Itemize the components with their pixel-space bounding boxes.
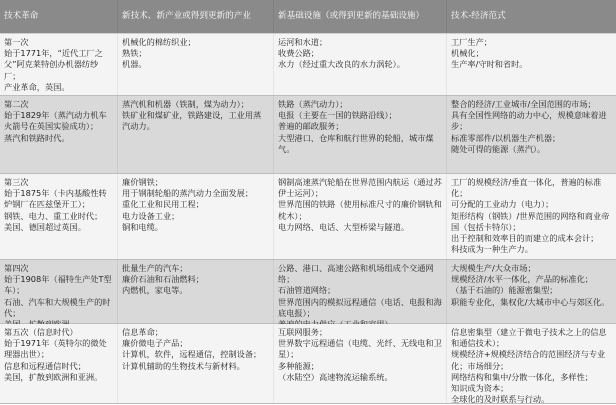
table-row [0,96,616,174]
table-row [0,260,616,324]
header-industries: 新技术、新产业或得到更新的产业 [117,0,273,33]
cell-paradigm: 大规模生产/大众市场； 规模经济/水平一体化，产品的标准化； （基于石油的）能源密集型； 职能专业化，集权化/大城市中心与郊区化。 [446,260,616,323]
header-revolution: 技术革命 [4,10,39,21]
table-row [0,324,616,404]
cell-revolution: 第三次 始于1875年（卡内基酸性转炉钢厂在匹兹堡开工）； 钢铁、电力、重工业时代； 美国、德国超过英国。 [4,177,107,232]
cell-paradigm: 信息密集型（建立于微电子技术之上的信息和通信技术）； 规模经济+规模经济结合的范围经济与专业化；市场细分； 网络结构和集中/分散一体化，多样性； 知识成为资本； 全球化的及时联系与行动。 [446,324,616,403]
header-infrastructure: 新基础设施（或得到更新的基础设施） [273,0,446,33]
table-row [0,174,616,260]
cell-industries: 蒸汽机和机器（铁制，煤为动力）； 铁矿业和煤矿业，铁路建设，工业用蒸汽动力。 [117,96,273,173]
cell-revolution: 第四次 始于1908年（福特生产处T型车）； 石油、汽车和大规模生产的时代； [4,263,112,318]
cell-infrastructure: 公路、港口、高速公路和机场组成个交通网络； 石油管道网络； 世界范围内的模拟远程通信（电话、电报和海底电报）； [273,260,446,323]
cell-revolution: 第一次 始于1771年，“近代工厂之父”阿克莱特创办机器纺纱厂； 产业革命，英国。 [4,37,103,92]
cell-paradigm: 工厂的规模经济/垂直一体化，普遍的标准化； 可分配的工业动力（电力）； 矩形结构（钢铁）/世界范围的网络和商业帝国（包括卡特尔）； 出于控制和效率目的而建立的成本会计； 科技成为一种生产力。 [446,174,616,259]
cell-revolution: 第二次 始于1829年（蒸汽动力机车火箭号在英国实验成功）； 蒸汽和铁路时代。 [4,99,107,143]
cell-infrastructure: 互联网服务； 世界数字远程通信（电缆、光纤、无线电和卫星）； 多种能源； （水陆空）高速物流运输系统。 [273,324,446,403]
cell-industries: 批量生产的汽车； 廉价石油和石油燃料； 内燃机，家电等。 [117,260,273,323]
table-header [0,0,616,34]
cell-infrastructure: 运河和水道； 收费公路； 水力（经过重大改良的水力涡轮）。 [273,34,446,95]
cell-paradigm: 工厂生产； 机械化； 生产率/守时和省时。 [446,34,616,95]
cell-infrastructure: 铁路（蒸汽动力）； 电报（主要在一国的铁路沿线）； 普遍的邮政服务； 大型港口、仓库和航行世界的轮船，城市煤气。 [273,96,446,173]
cell-industries: 信息革命； 廉价微电子产品； 计算机，软件，远程通信，控制设备； 计算机辅助的生物技术与新材料。 [117,324,273,403]
header-paradigm: 技术-经济范式 [446,0,616,33]
cell-infrastructure: 钢制高速蒸汽轮船在世界范围内航运（通过苏伊士运河）； 世界范围的铁路（使用标准尺寸的廉价钢轨和枕木）； 电力网络、电话、大型桥梁与隧道。 [273,174,446,259]
cell-industries: 廉价钢铁； 用于钢制轮船的蒸汽动力全面发展； 重化工业和民用工程； 电力设备工业； 铜和电缆。 [117,174,273,259]
cell-paradigm: 整合的经济/工业城市/全国范围的市场； 具有全国性网络的动力中心，规模意味着进步； 标准零部件/以机器生产机器； 随处可得的能源（蒸汽）。 [446,96,616,173]
table-row [0,34,616,96]
cell-revolution: 第五次（信息时代） 始于1971年（英特尔的微处理器出世）； 信息和远程通信时代； 美国，扩散到欧洲和亚洲。 [4,327,107,382]
cell-industries: 机械化的棉纺织业； 熟铁； 机器。 [117,34,273,95]
